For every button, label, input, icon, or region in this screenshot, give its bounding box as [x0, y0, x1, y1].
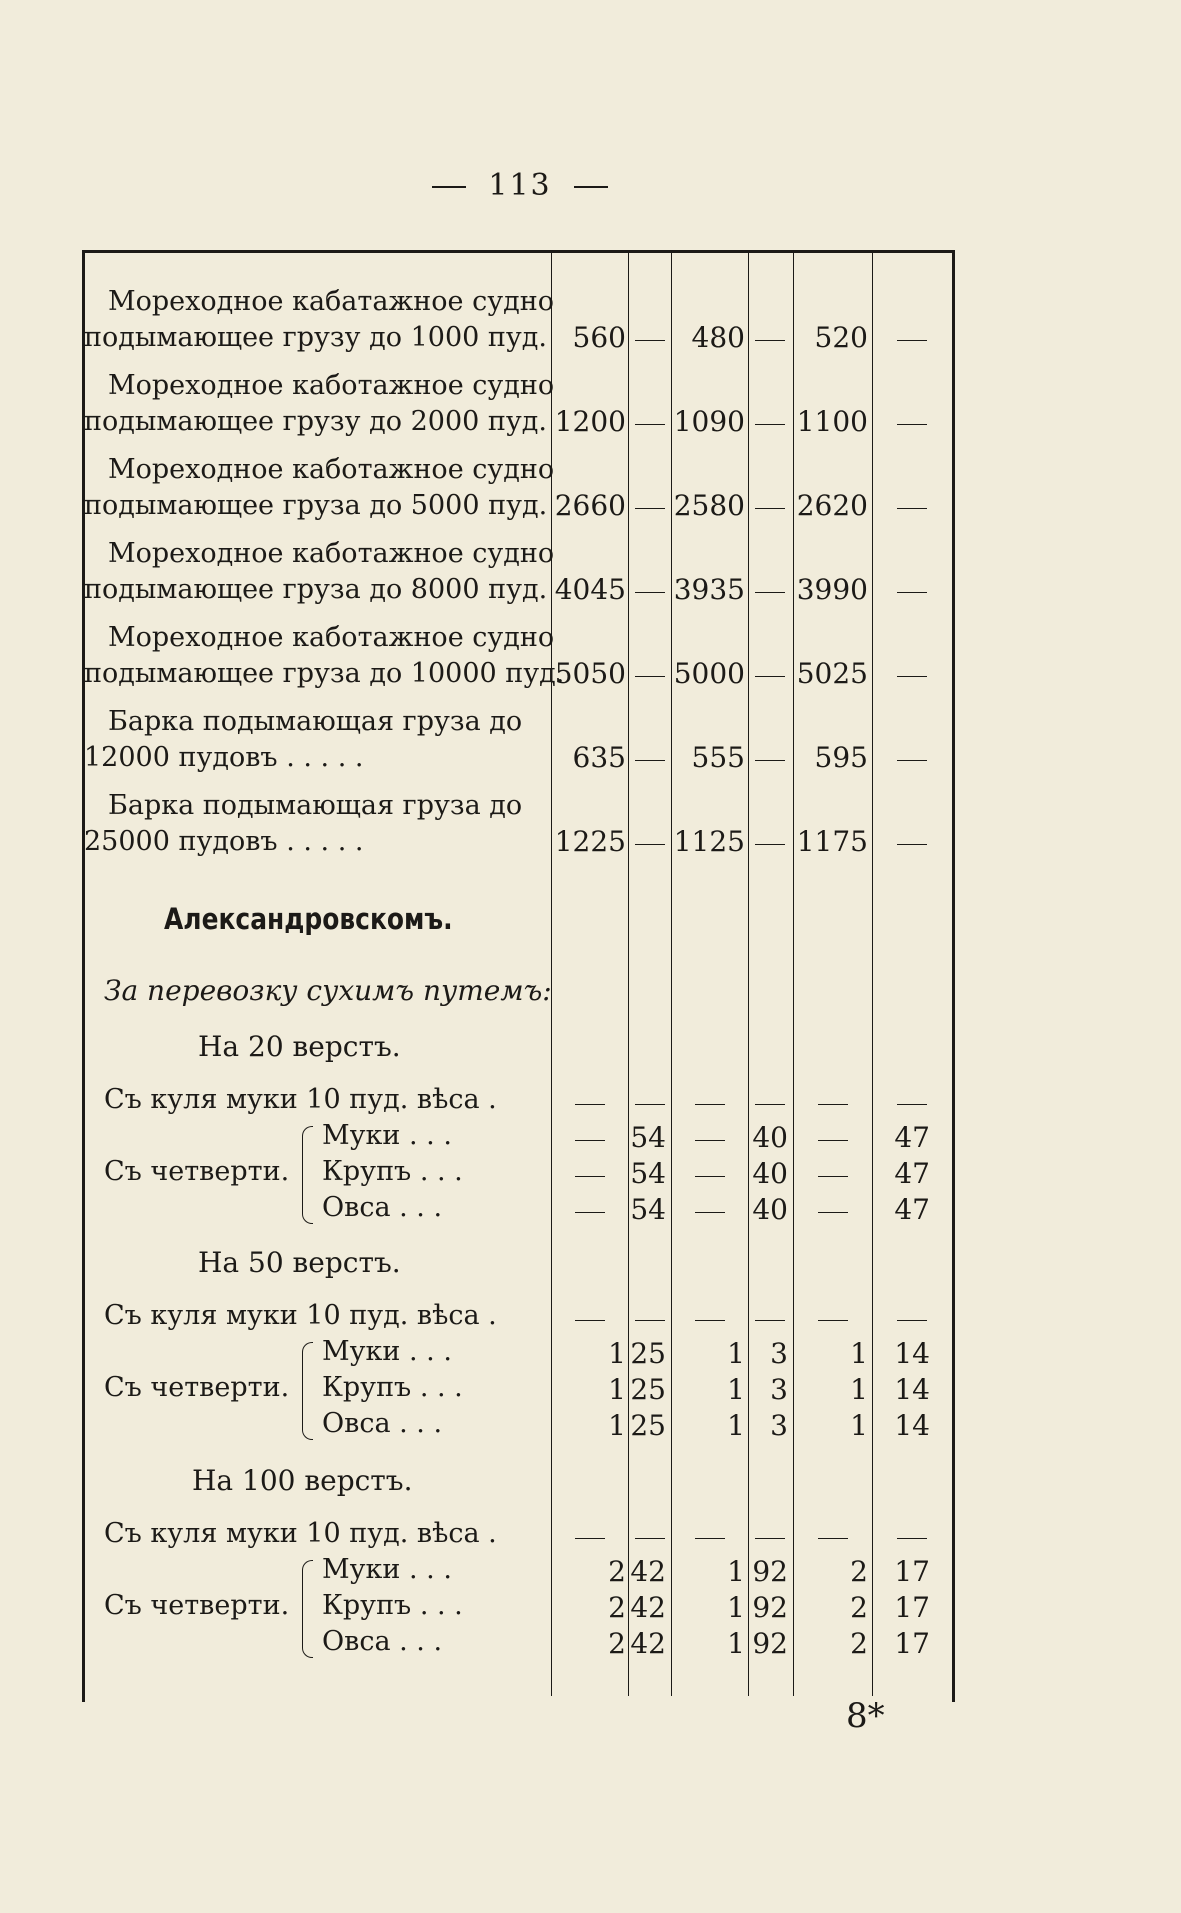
kul-label: Съ куля муки 10 пуд. вѣса . [104, 1300, 497, 1331]
vessel-description [84, 536, 555, 608]
vessel-value-cell: 520 [814, 321, 868, 354]
column-rule-5 [793, 250, 794, 1696]
kul-value-cell-dash [897, 1320, 927, 1321]
grain-value-cell: 92 [752, 1627, 788, 1660]
vessel-value-cell-dash [897, 844, 927, 845]
grain-value-cell: 1 [608, 1373, 626, 1406]
kul-value-cell-dash [755, 1538, 785, 1539]
grain-value-cell: 1 [727, 1409, 745, 1442]
chetvert-label: Съ четверти. [104, 1156, 290, 1187]
grain-value-cell: 14 [894, 1409, 930, 1442]
column-rule-6 [872, 250, 873, 1696]
distance-title: На 100 верстъ. [192, 1464, 413, 1497]
kul-value-cell-dash [755, 1320, 785, 1321]
kul-value-cell-dash [695, 1538, 725, 1539]
vessel-value-cell-dash [897, 508, 927, 509]
grain-value-cell: 17 [894, 1555, 930, 1588]
kul-value-cell-dash [695, 1104, 725, 1105]
chetvert-label: Съ четверти. [104, 1372, 290, 1403]
grain-value-cell: 47 [894, 1157, 930, 1190]
grain-value-cell: 1 [850, 1337, 868, 1370]
vessel-description-line2: подымающее груза до 8000 пуд. [84, 574, 548, 605]
grain-value-cell: 3 [770, 1409, 788, 1442]
grain-value-cell: 47 [894, 1193, 930, 1226]
vessel-value-cell: 1125 [673, 825, 745, 858]
column-rule-2 [628, 250, 629, 1696]
kul-value-cell-dash [755, 1104, 785, 1105]
grain-item-label: Крупъ . . . [322, 1590, 463, 1621]
dash-right [574, 186, 608, 188]
grain-value-cell: 17 [894, 1591, 930, 1624]
grain-item-label: Крупъ . . . [322, 1372, 463, 1403]
vessel-value-cell-dash [897, 424, 927, 425]
brace [302, 1126, 313, 1224]
page-number-header [0, 168, 1040, 203]
grain-value-cell: 92 [752, 1591, 788, 1624]
grain-value-cell: 54 [630, 1157, 666, 1190]
kul-label: Съ куля муки 10 пуд. вѣса . [104, 1084, 497, 1115]
kul-label: Съ куля муки 10 пуд. вѣса . [104, 1518, 497, 1549]
vessel-description-line1: Мореходное каботажное судно [108, 622, 555, 653]
kul-value-cell-dash [635, 1320, 665, 1321]
grain-item-label: Овса . . . [322, 1408, 443, 1439]
grain-value-cell: 1 [608, 1337, 626, 1370]
kul-value-cell-dash [575, 1104, 605, 1105]
kul-value-cell-dash [818, 1538, 848, 1539]
vessel-description-line1: Мореходное кабатажное судно [108, 286, 554, 317]
vessel-value-cell: 555 [691, 741, 745, 774]
kul-value-cell-dash [635, 1104, 665, 1105]
grain-item-label: Овса . . . [322, 1626, 443, 1657]
vessel-value-cell: 595 [814, 741, 868, 774]
vessel-value-cell: 2660 [554, 489, 626, 522]
kul-value-cell-dash [897, 1104, 927, 1105]
grain-value-cell: 25 [630, 1409, 666, 1442]
grain-value-cell: 17 [894, 1627, 930, 1660]
grain-value-cell: 1 [850, 1409, 868, 1442]
vessel-description [84, 704, 524, 776]
grain-value-cell: 2 [608, 1627, 626, 1660]
vessel-description-line1: Мореходное каботажное судно [108, 370, 555, 401]
vessel-value-cell: 2620 [796, 489, 868, 522]
kul-value-cell-dash [635, 1538, 665, 1539]
vessel-description [84, 620, 565, 692]
vessel-description [84, 452, 555, 524]
distance-title: На 50 верстъ. [198, 1246, 401, 1279]
kul-value-cell-dash [818, 1320, 848, 1321]
grain-value-cell: 2 [850, 1627, 868, 1660]
grain-value-cell: 92 [752, 1555, 788, 1588]
grain-value-cell: 40 [752, 1157, 788, 1190]
vessel-value-cell: 5050 [554, 657, 626, 690]
vessel-description-line2: подымающее грузу до 1000 пуд. [84, 322, 547, 353]
grain-value-cell: 25 [630, 1373, 666, 1406]
grain-item-label: Овса . . . [322, 1192, 443, 1223]
grain-value-cell: 14 [894, 1337, 930, 1370]
grain-value-cell: 1 [727, 1591, 745, 1624]
grain-value-cell: 2 [608, 1555, 626, 1588]
vessel-value-cell: 635 [572, 741, 626, 774]
section-title: Александровскомъ. [164, 902, 453, 936]
grain-value-cell: 1 [608, 1409, 626, 1442]
vessel-value-cell: 3935 [673, 573, 745, 606]
chetvert-label: Съ четверти. [104, 1590, 290, 1621]
table-right-rule [952, 250, 955, 1702]
grain-item-label: Муки . . . [322, 1120, 452, 1151]
kul-value-cell-dash [575, 1320, 605, 1321]
grain-value-cell: 42 [630, 1627, 666, 1660]
grain-value-cell: 1 [727, 1555, 745, 1588]
kul-value-cell-dash [575, 1538, 605, 1539]
signature-mark: 8* [846, 1696, 885, 1736]
grain-value-cell: 1 [727, 1373, 745, 1406]
grain-value-cell: 1 [727, 1337, 745, 1370]
vessel-description-line1: Барка подымающая груза до [108, 790, 523, 821]
brace [302, 1342, 313, 1440]
column-rule-4 [748, 250, 749, 1696]
grain-item-label: Муки . . . [322, 1554, 452, 1585]
vessel-value-cell: 1090 [673, 405, 745, 438]
grain-value-cell: 14 [894, 1373, 930, 1406]
grain-value-cell: 47 [894, 1121, 930, 1154]
vessel-value-cell: 480 [691, 321, 745, 354]
vessel-description-line2: 12000 пудовъ . . . . . [84, 742, 364, 773]
distance-title: На 20 верстъ. [198, 1030, 401, 1063]
vessel-description-line1: Мореходное каботажное судно [108, 538, 555, 569]
vessel-value-cell: 4045 [554, 573, 626, 606]
vessel-value-cell: 1100 [796, 405, 868, 438]
vessel-value-cell: 3990 [796, 573, 868, 606]
grain-value-cell: 3 [770, 1373, 788, 1406]
grain-value-cell: 2 [608, 1591, 626, 1624]
vessel-value-cell: 5000 [673, 657, 745, 690]
kul-value-cell-dash [818, 1104, 848, 1105]
grain-value-cell: 2 [850, 1591, 868, 1624]
grain-value-cell: 1 [727, 1627, 745, 1660]
page-number: 113 [488, 168, 552, 203]
grain-value-cell: 3 [770, 1337, 788, 1370]
vessel-description-line2: 25000 пудовъ . . . . . [84, 826, 364, 857]
kul-value-cell-dash [695, 1320, 725, 1321]
vessel-description-line2: подымающее груза до 10000 пуд. [84, 658, 565, 689]
vessel-description [84, 368, 555, 440]
vessel-description [84, 284, 554, 356]
vessel-value-cell: 560 [572, 321, 626, 354]
grain-value-cell: 42 [630, 1591, 666, 1624]
table-top-rule [82, 250, 954, 253]
kul-value-cell-dash [897, 1538, 927, 1539]
vessel-value-cell-dash [897, 760, 927, 761]
vessel-description-line1: Барка подымающая груза до [108, 706, 523, 737]
section-subtitle: За перевозку сухимъ путемъ: [104, 974, 552, 1007]
vessel-value-cell: 1200 [554, 405, 626, 438]
column-rule-3 [671, 250, 672, 1696]
grain-item-label: Муки . . . [322, 1336, 452, 1367]
vessel-value-cell: 1175 [796, 825, 868, 858]
vessel-description-line1: Мореходное каботажное судно [108, 454, 555, 485]
grain-value-cell: 42 [630, 1555, 666, 1588]
vessel-value-cell: 2580 [673, 489, 745, 522]
brace [302, 1560, 313, 1658]
grain-value-cell: 54 [630, 1193, 666, 1226]
grain-value-cell: 54 [630, 1121, 666, 1154]
grain-value-cell: 40 [752, 1193, 788, 1226]
vessel-value-cell-dash [897, 592, 927, 593]
dash-left [432, 186, 466, 188]
grain-value-cell: 1 [850, 1373, 868, 1406]
vessel-description-line2: подымающее груза до 5000 пуд. [84, 490, 548, 521]
grain-value-cell: 25 [630, 1337, 666, 1370]
vessel-description-line2: подымающее грузу до 2000 пуд. [84, 406, 547, 437]
grain-item-label: Крупъ . . . [322, 1156, 463, 1187]
vessel-description [84, 788, 524, 860]
vessel-value-cell-dash [897, 676, 927, 677]
vessel-value-cell: 1225 [554, 825, 626, 858]
vessel-value-cell: 5025 [796, 657, 868, 690]
grain-value-cell: 2 [850, 1555, 868, 1588]
vessel-value-cell-dash [897, 340, 927, 341]
grain-value-cell: 40 [752, 1121, 788, 1154]
